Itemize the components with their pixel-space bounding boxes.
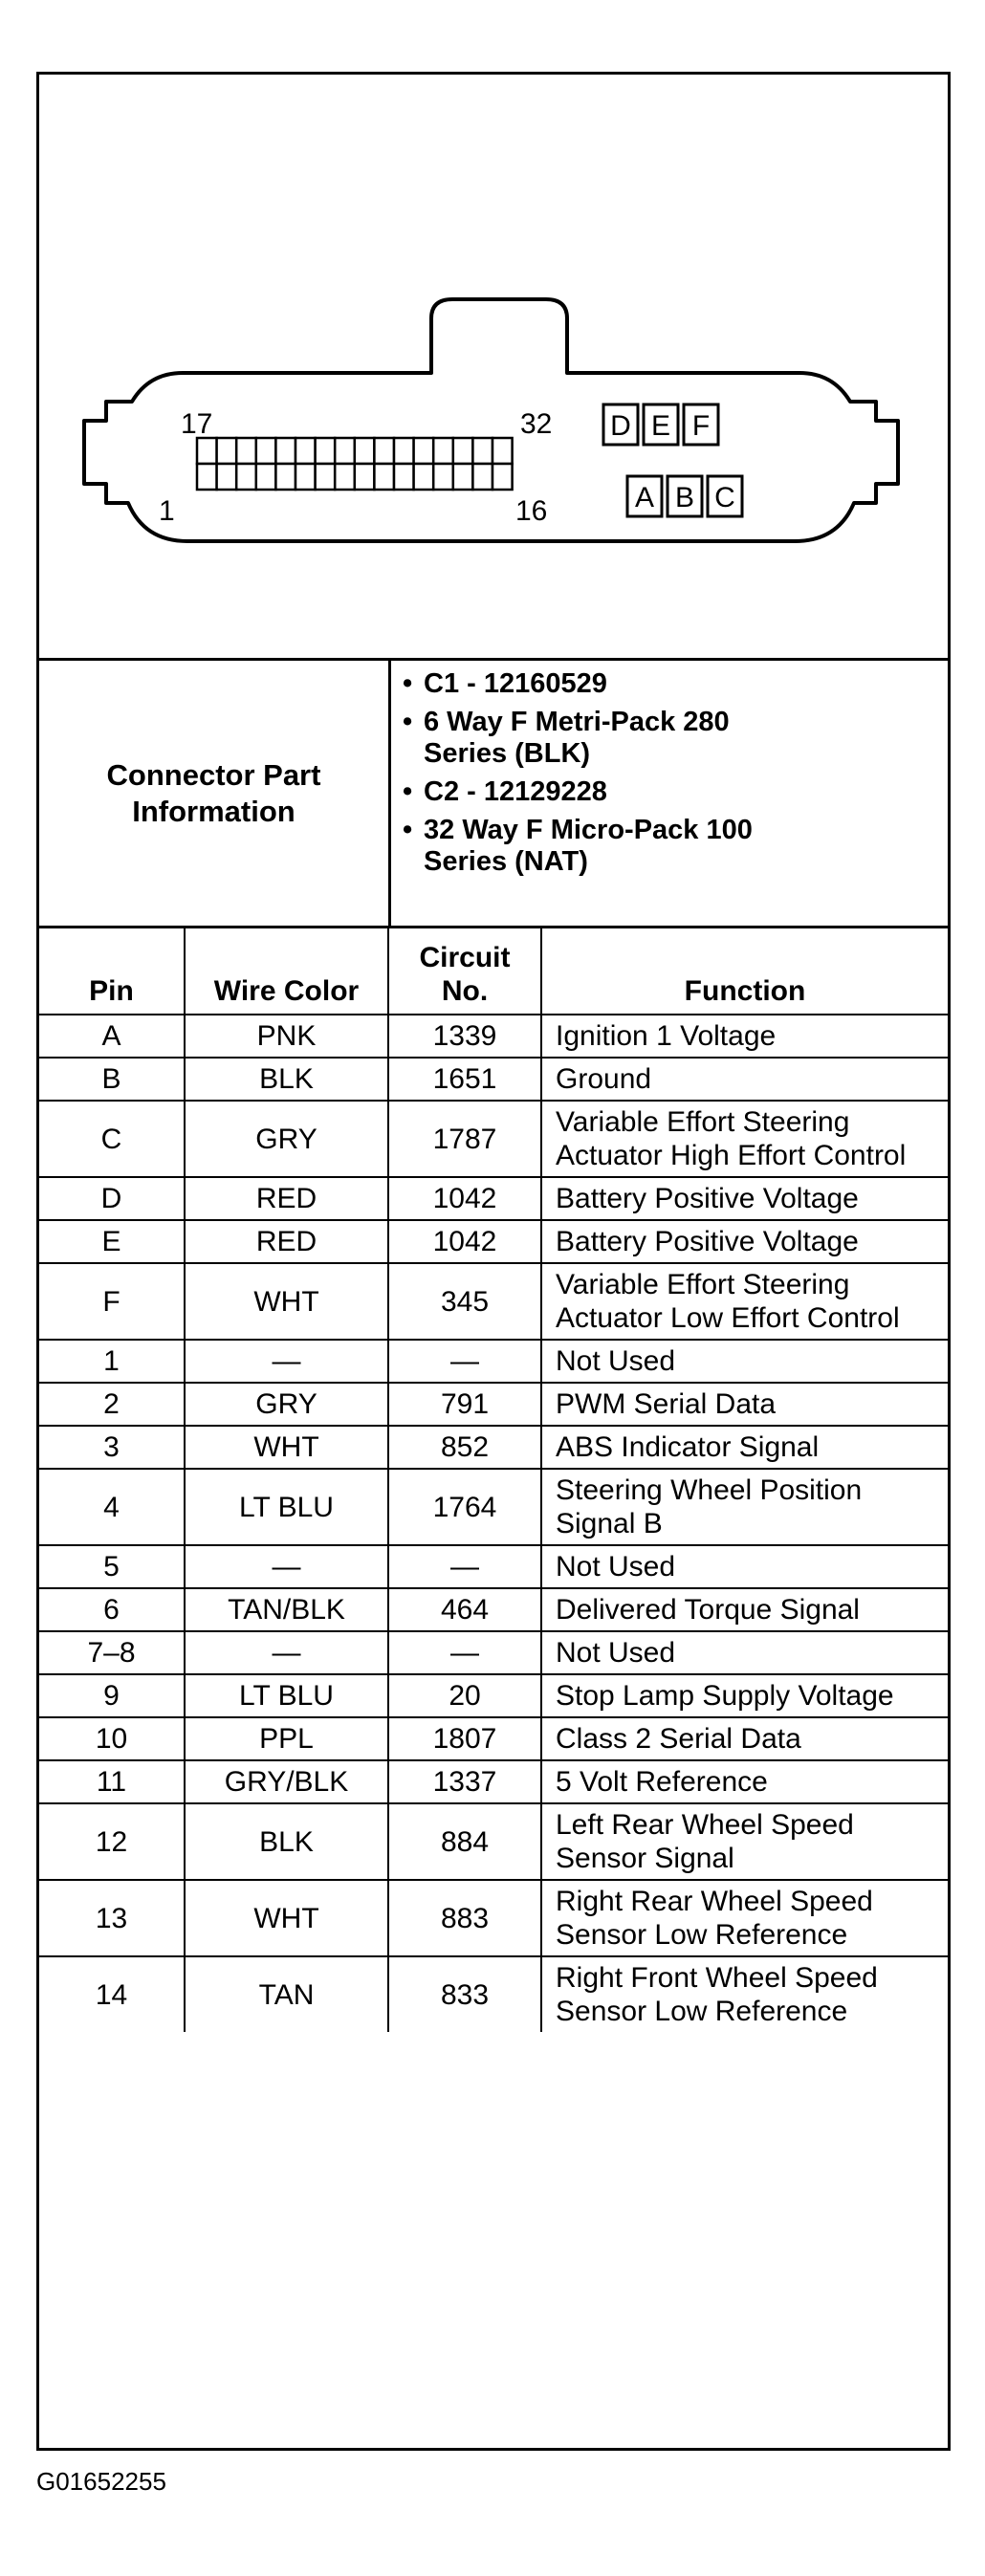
function-cell: Right Front Wheel Speed Sensor Low Reference — [541, 1956, 948, 2032]
function-cell: Ground — [541, 1058, 948, 1101]
info-item: • C2 - 12129228 — [391, 776, 768, 808]
function-cell: Right Rear Wheel Speed Sensor Low Reference — [541, 1880, 948, 1956]
wire-color-cell: GRY — [185, 1101, 388, 1177]
wire-color-cell: WHT — [185, 1426, 388, 1469]
pin-cavity — [316, 438, 336, 464]
circuit-cell: — — [388, 1340, 541, 1383]
pin-cell: 3 — [39, 1426, 185, 1469]
pin-cell: C — [39, 1101, 185, 1177]
pin-cavity — [472, 464, 492, 490]
wire-color-cell: TAN — [185, 1956, 388, 2032]
pin-cavity — [256, 438, 276, 464]
pin-cavity — [217, 464, 237, 490]
pin-cell: 1 — [39, 1340, 185, 1383]
pin-cell: 7–8 — [39, 1631, 185, 1674]
wire-color-cell: LT BLU — [185, 1469, 388, 1545]
connector-face-drawing — [39, 75, 948, 658]
pin-cavity — [453, 464, 473, 490]
wire-color-cell: BLK — [185, 1058, 388, 1101]
header-pin: Pin — [39, 926, 185, 1015]
pin-cavity — [492, 438, 513, 464]
circuit-cell: 464 — [388, 1588, 541, 1631]
pin-cell: 10 — [39, 1717, 185, 1760]
header-wire-color: Wire Color — [185, 926, 388, 1015]
table-row — [39, 1588, 948, 1631]
function-cell: Not Used — [541, 1340, 948, 1383]
pin-cell: 12 — [39, 1803, 185, 1880]
function-cell: Class 2 Serial Data — [541, 1717, 948, 1760]
wire-color-cell: WHT — [185, 1880, 388, 1956]
function-cell: Battery Positive Voltage — [541, 1220, 948, 1263]
circuit-cell: 833 — [388, 1956, 541, 2032]
wire-color-cell: RED — [185, 1220, 388, 1263]
circuit-cell: 1042 — [388, 1220, 541, 1263]
pin-cavity — [414, 438, 434, 464]
pin-cavity — [316, 464, 336, 490]
pin-cell: 9 — [39, 1674, 185, 1717]
pin-cavity — [414, 464, 434, 490]
pin-cell: E — [39, 1220, 185, 1263]
pin-cavity — [335, 438, 355, 464]
table-row — [39, 1760, 948, 1803]
table-row — [39, 1803, 948, 1880]
table-row — [39, 1383, 948, 1426]
table-row — [39, 1469, 948, 1545]
function-cell: PWM Serial Data — [541, 1383, 948, 1426]
info-item: • C1 - 12160529 — [391, 668, 768, 700]
pin-cavity — [275, 464, 296, 490]
function-cell: Steering Wheel Position Signal B — [541, 1469, 948, 1545]
circuit-cell: 1651 — [388, 1058, 541, 1101]
function-cell: Delivered Torque Signal — [541, 1588, 948, 1631]
function-cell: Not Used — [541, 1545, 948, 1588]
pin-cell: A — [39, 1015, 185, 1058]
pin-cavity — [236, 438, 256, 464]
wire-color-cell: GRY/BLK — [185, 1760, 388, 1803]
connector-info-list — [391, 661, 768, 884]
table-row — [39, 1058, 948, 1101]
table-row — [39, 1101, 948, 1177]
pin-cell: B — [39, 1058, 185, 1101]
function-cell: Battery Positive Voltage — [541, 1177, 948, 1220]
function-cell: Variable Effort Steering Actuator High Effort Control — [541, 1101, 948, 1177]
pin-1-label: 1 — [159, 495, 175, 527]
pin-cell: 6 — [39, 1588, 185, 1631]
info-item: • 6 Way F Metri-Pack 280 Series (BLK) — [391, 707, 768, 770]
pin-cavity — [433, 438, 453, 464]
cavity-label: E — [650, 410, 671, 442]
table-row — [39, 1426, 948, 1469]
table-row — [39, 1015, 948, 1058]
function-cell: Left Rear Wheel Speed Sensor Signal — [541, 1803, 948, 1880]
function-cell: Variable Effort Steering Actuator Low Effort Control — [541, 1263, 948, 1340]
connector-part-information — [39, 661, 948, 928]
pin-cavity — [197, 464, 217, 490]
circuit-cell: 1339 — [388, 1015, 541, 1058]
pin-16-label: 16 — [515, 495, 548, 527]
pin-cavity — [394, 464, 414, 490]
circuit-cell: — — [388, 1545, 541, 1588]
circuit-cell: 1807 — [388, 1717, 541, 1760]
circuit-cell: — — [388, 1631, 541, 1674]
table-header-row — [39, 926, 948, 1015]
pin-cavity — [217, 438, 237, 464]
pin-row-bottom — [197, 464, 513, 490]
header-circuit-no: Circuit No. — [388, 926, 541, 1015]
wire-color-cell: PNK — [185, 1015, 388, 1058]
pin-17-label: 17 — [181, 408, 213, 440]
function-cell: Stop Lamp Supply Voltage — [541, 1674, 948, 1717]
pinout-table — [39, 926, 948, 2032]
circuit-cell: 345 — [388, 1263, 541, 1340]
circuit-cell: 852 — [388, 1426, 541, 1469]
wire-color-cell: PPL — [185, 1717, 388, 1760]
circuit-cell: 884 — [388, 1803, 541, 1880]
wire-color-cell: LT BLU — [185, 1674, 388, 1717]
function-cell: 5 Volt Reference — [541, 1760, 948, 1803]
pin-cavity — [256, 464, 276, 490]
table-row — [39, 1631, 948, 1674]
function-cell: ABS Indicator Signal — [541, 1426, 948, 1469]
wire-color-cell: GRY — [185, 1383, 388, 1426]
cavity-label: F — [691, 410, 711, 442]
pin-cavity — [335, 464, 355, 490]
pin-cavity — [355, 464, 375, 490]
wire-color-cell: TAN/BLK — [185, 1588, 388, 1631]
circuit-cell: 791 — [388, 1383, 541, 1426]
cavity-label: D — [610, 410, 631, 442]
pin-cavity — [236, 464, 256, 490]
pin-cavity — [394, 438, 414, 464]
table-row — [39, 1263, 948, 1340]
pin-cell: 11 — [39, 1760, 185, 1803]
table-row — [39, 1880, 948, 1956]
wire-color-cell: — — [185, 1545, 388, 1588]
pin-32-label: 32 — [520, 408, 553, 440]
table-row — [39, 1340, 948, 1383]
pin-cavity — [296, 464, 316, 490]
circuit-cell: 1787 — [388, 1101, 541, 1177]
pin-cell: D — [39, 1177, 185, 1220]
pin-cavity — [472, 438, 492, 464]
table-row — [39, 1674, 948, 1717]
pin-cell: 2 — [39, 1383, 185, 1426]
connector-sheet — [36, 72, 951, 2451]
pin-cavity — [453, 438, 473, 464]
table-row — [39, 1220, 948, 1263]
connector-diagram — [39, 75, 948, 661]
pin-cavity — [296, 438, 316, 464]
circuit-cell: 883 — [388, 1880, 541, 1956]
pin-cell: 5 — [39, 1545, 185, 1588]
cavity-label: C — [714, 482, 735, 513]
pin-row-top — [197, 438, 513, 464]
pin-cell: 13 — [39, 1880, 185, 1956]
pin-cavity — [275, 438, 296, 464]
pin-cell: 14 — [39, 1956, 185, 2032]
pin-cell: F — [39, 1263, 185, 1340]
pin-cell: 4 — [39, 1469, 185, 1545]
pin-cavity — [374, 438, 394, 464]
table-row — [39, 1717, 948, 1760]
circuit-cell: 1042 — [388, 1177, 541, 1220]
wire-color-cell: RED — [185, 1177, 388, 1220]
cavity-label: B — [674, 482, 695, 513]
table-row — [39, 1545, 948, 1588]
wire-color-cell: — — [185, 1631, 388, 1674]
cavity-label: A — [634, 482, 655, 513]
table-row — [39, 1956, 948, 2032]
circuit-cell: 1337 — [388, 1760, 541, 1803]
wire-color-cell: WHT — [185, 1263, 388, 1340]
function-cell: Not Used — [541, 1631, 948, 1674]
figure-code: G01652255 — [36, 2467, 166, 2496]
circuit-cell: 20 — [388, 1674, 541, 1717]
pin-cavity — [492, 464, 513, 490]
pin-cavity — [433, 464, 453, 490]
pin-cavity — [355, 438, 375, 464]
connector-info-label: Connector Part Information — [39, 661, 391, 926]
function-cell: Ignition 1 Voltage — [541, 1015, 948, 1058]
header-function: Function — [541, 926, 948, 1015]
pin-cavity — [374, 464, 394, 490]
circuit-cell: 1764 — [388, 1469, 541, 1545]
table-row — [39, 1177, 948, 1220]
wire-color-cell: BLK — [185, 1803, 388, 1880]
wire-color-cell: — — [185, 1340, 388, 1383]
pin-cavity — [197, 438, 217, 464]
info-item: • 32 Way F Micro-Pack 100 Series (NAT) — [391, 815, 768, 878]
